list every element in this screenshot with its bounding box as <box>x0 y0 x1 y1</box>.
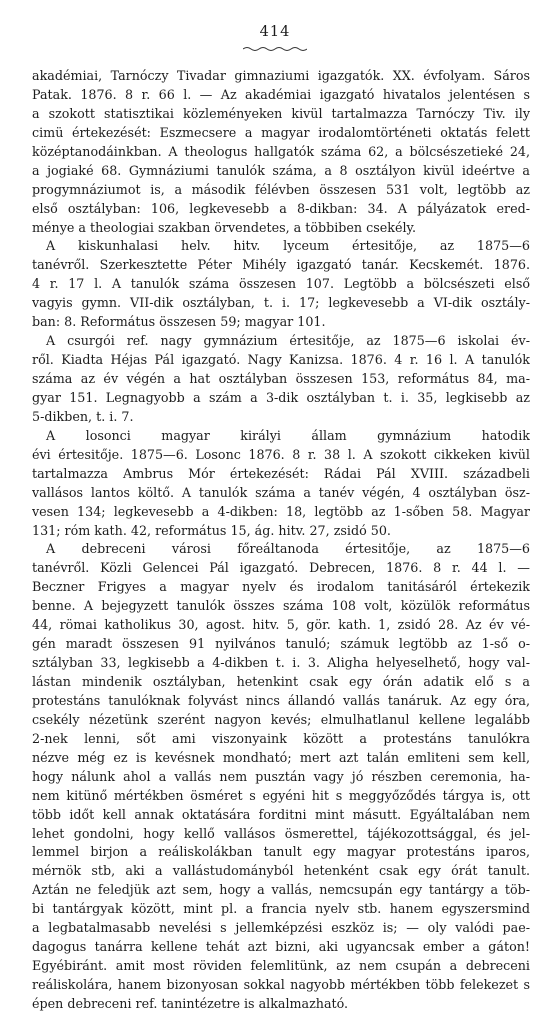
page-number: 414 <box>259 24 291 40</box>
text-line: tanévről. Közli Gelencei Pál igazgató. Debrecen, 1876. 8 r. 44 l. — <box>32 560 530 576</box>
text-line: tanévről. Szerkesztette Péter Mihély igazgató tanár. Kecskemét. 1876. <box>32 257 530 273</box>
text-line: lástan mindenik osztályban, hetenkint csak egy órán adatik elő s a <box>32 674 530 689</box>
text-line: a jogiaké 68. Gymnáziumi tanulók száma, a 8 osztályon kivül ideértve a <box>32 162 530 178</box>
text-line: vallásos lantos költő. A tanulók száma a tanév végén, 4 osztályban ösz- <box>32 484 530 500</box>
text-line: a legbatalmasabb nevelési s jellemképzési eszköz is; — oly valódi pae- <box>32 920 530 936</box>
text-line: több időt kell annak oktatására forditni mint másutt. Egyáltalában nem <box>32 806 530 822</box>
paragraph-first-line: A csurgói ref. nagy gymnázium értesitője, az 1875—6 iskolai év- <box>46 333 530 349</box>
text-line: reáliskolára, hanem bizonyosan sokkal nagyobb mértékben több felekezet s <box>32 977 530 992</box>
header-ornament-icon <box>243 46 307 52</box>
text-line: hogy nálunk ahol a vallás nem pusztán vagy jó részben ceremonia, ha- <box>32 768 530 784</box>
text-line: cimü értekezését: Eszmecsere a magyar irodalomtörténeti oktatás felett <box>32 124 530 140</box>
text-line: lehet gondolni, hogy kellő vallásos ösmerettel, tájékozottsággal, és jel- <box>32 825 530 841</box>
body-text <box>32 67 530 1014</box>
text-line: protestáns tanulóknak folyvást nincs állandó vallás tanáruk. Az egy óra, <box>32 692 530 708</box>
paragraph-first-line: A losonci magyar királyi állam gymnázium hatodik <box>46 427 530 443</box>
text-line: vagyis gymn. VII-dik osztályban, t. i. 17; legkevesebb a VI-dik osztály- <box>32 295 530 311</box>
text-line: 44, römai katholikus 30, agost. hitv. 5, gör. kath. 1, zsidó 28. Az év vé- <box>32 617 530 633</box>
text-line: nem kitünő mértékben ösméret s egyéni hit s meggyőződés tárgya is, ott <box>32 787 530 803</box>
text-line: mérnök stb, aki a vallástudományból hetenként csak egy órát tanult. <box>32 863 530 879</box>
text-line: vesen 134; legkevesebb a 4-dikben: 18, legtöbb az 1-sőben 58. Magyar <box>32 503 530 519</box>
text-line: progymnáziumot is, a második félévben összesen 531 volt, legtöbb az <box>32 181 530 197</box>
paragraph-first-line: A debreceni városi főreáltanoda értesitője, az 1875—6 <box>46 541 530 557</box>
text-line: bi tantárgyak között, mint pl. a francia nyelv stb. hanem egyszersmind <box>32 901 530 917</box>
text-line: sztályban 33, legkisebb a 4-dikben t. i. 3. Aligha helyeselhető, hogy val- <box>32 655 530 671</box>
text-line: ban: 8. Református összesen 59; magyar 101. <box>32 314 326 330</box>
text-line: Aztán ne feledjük azt sem, hogy a vallás, nemcsupán egy tantárgy a töb- <box>32 882 530 898</box>
text-line: évi értesitője. 1875—6. Losonc 1876. 8 r. 38 l. A szokott cikkeken kivül <box>32 446 530 462</box>
paragraph-first-line: A kiskunhalasi helv. hitv. lyceum értesitője, az 1875—6 <box>46 238 530 254</box>
text-line: benne. A bejegyzett tanulók összes száma 108 volt, közülök református <box>32 598 530 614</box>
text-line: Patak. 1876. 8 r. 66 l. — Az akadémiai igazgató hivatalos jelentésen s <box>32 86 530 102</box>
text-line: gén maradt összesen 91 nyilvános tanuló; számuk legtöbb az 1-ső o- <box>32 636 530 652</box>
text-line: 2-nek lenni, sőt ami viszonyaink között a protestáns tanulókra <box>32 730 530 746</box>
text-line: Egyébiránt. amit most röviden felemlitünk, az nem csupán a debreceni <box>32 958 530 974</box>
text-line: ről. Kiadta Héjas Pál igazgató. Nagy Kanizsa. 1876. 4 r. 16 l. A tanulók <box>32 352 530 368</box>
text-line: Beczner Frigyes a magyar nyelv és irodalom tanitásáról értekezik <box>32 579 530 595</box>
text-line: a szokott statisztikai közleményeken kivül tartalmazza Tarnóczy Tiv. ily <box>32 105 530 121</box>
text-line: dagogus tanárra kellene tehát azt bizni, aki ugyancsak ember a gáton! <box>32 939 530 955</box>
text-line: középtanodáinkban. A theologus hallgatók száma 62, a bölcsészetieké 24, <box>32 143 530 159</box>
text-line: gyar 151. Legnagyobb a szám a 3-dik osztályban t. i. 35, legkisebb az <box>32 389 530 405</box>
text-line: csekély nézetünk szerént nagyon kevés; elmulhatlanul kellene legalább <box>32 711 530 727</box>
text-line: száma az év végén a hat osztályban összesen 153, református 84, ma- <box>32 371 530 386</box>
text-line: lemmel birjon a reáliskolákban tanult egy magyar protestáns iparos, <box>32 844 530 860</box>
text-line: akadémiai, Tarnóczy Tivadar gimnaziumi igazgatók. XX. évfolyam. Sáros <box>32 68 530 83</box>
text-line: tartalmazza Ambrus Mór értekezését: Rádai Pál XVIII. századbeli <box>32 465 530 481</box>
text-line: épen debreceni ref. tanintézetre is alkalmazható. <box>32 995 349 1011</box>
text-line: 4 r. 17 l. A tanulók száma összesen 107. Legtöbb a bölcsészeti első <box>32 276 530 292</box>
text-line: ménye a theologiai szakban örvendetes, a többiben csekély. <box>32 219 417 235</box>
text-line: 5-dikben, t. i. 7. <box>32 408 134 424</box>
text-line: 131; róm kath. 42, református 15, ág. hitv. 27, zsidó 50. <box>32 522 391 538</box>
text-line: első osztályban: 106, legkevesebb a 8-dikban: 34. A pályázatok ered- <box>32 200 530 216</box>
text-line: nézve még ez is kevésnek mondható; mert azt talán emliteni sem kell, <box>32 749 530 765</box>
